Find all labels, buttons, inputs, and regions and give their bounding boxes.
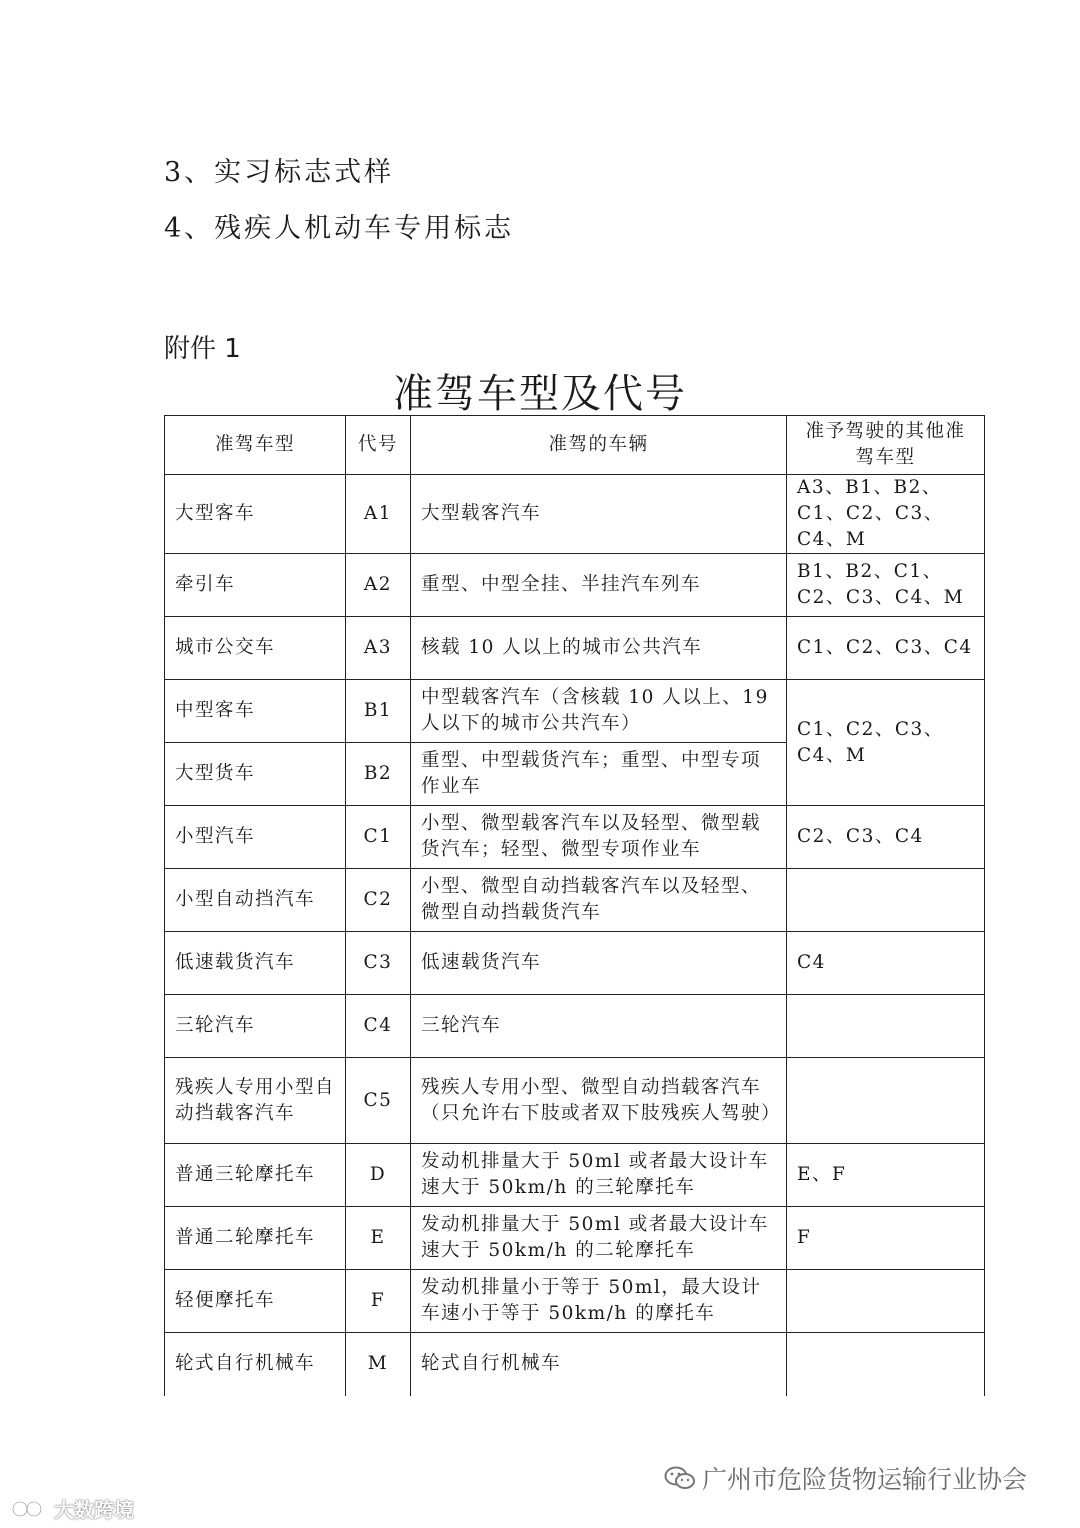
watermark-text: 大数跨境 [54,1498,134,1522]
cell-other: C1、C2、C3、C4、M [787,680,985,806]
cell-type: 低速载货汽车 [165,932,346,995]
table-row [165,1058,985,1144]
cell-type: 中型客车 [165,680,346,743]
cell-code: B2 [346,743,411,806]
table-row [165,806,985,869]
wechat-account-name: 广州市危险货物运输行业协会 [702,1465,1028,1494]
cell-type: 轮式自行机械车 [165,1333,346,1396]
cell-code: C4 [346,995,411,1058]
header-type: 准驾车型 [165,416,346,475]
table-row [165,995,985,1058]
attachment-label: 附件 1 [164,334,241,364]
watermark [10,1494,134,1523]
cell-vehicles: 中型载客汽车（含核载 10 人以上、19 人以下的城市公共汽车） [411,680,787,743]
table-row [165,554,985,617]
cell-vehicles: 低速载货汽车 [411,932,787,995]
table-row [165,1333,985,1396]
cell-type: 城市公交车 [165,617,346,680]
cell-code: M [346,1333,411,1396]
cell-type: 大型货车 [165,743,346,806]
cell-code: C5 [346,1058,411,1144]
cell-type: 普通三轮摩托车 [165,1144,346,1207]
cell-other [787,1270,985,1333]
cell-other: A3、B1、B2、C1、C2、C3、C4、M [787,475,985,554]
wechat-account [664,1460,1027,1496]
cell-type: 牵引车 [165,554,346,617]
table-row [165,680,985,743]
cell-type: 小型汽车 [165,806,346,869]
table-row [165,1144,985,1207]
header-vehicles: 准驾的车辆 [411,416,787,475]
table-row [165,869,985,932]
cell-other: C2、C3、C4 [787,806,985,869]
cell-type: 大型客车 [165,475,346,554]
cell-vehicles: 三轮汽车 [411,995,787,1058]
cell-type: 三轮汽车 [165,995,346,1058]
cell-other: C4 [787,932,985,995]
cell-other: F [787,1207,985,1270]
cell-other [787,995,985,1058]
cell-vehicles: 重型、中型全挂、半挂汽车列车 [411,554,787,617]
cell-vehicles: 发动机排量大于 50ml 或者最大设计车速大于 50km/h 的二轮摩托车 [411,1207,787,1270]
cell-type: 小型自动挡汽车 [165,869,346,932]
cell-type: 轻便摩托车 [165,1270,346,1333]
cell-type: 残疾人专用小型自动挡载客汽车 [165,1058,346,1144]
cell-vehicles: 发动机排量大于 50ml 或者最大设计车速大于 50km/h 的三轮摩托车 [411,1144,787,1207]
cell-other: E、F [787,1144,985,1207]
header-other: 准予驾驶的其他准驾车型 [787,416,985,475]
table-row [165,475,985,554]
table-row [165,617,985,680]
item-4: 4、残疾人机动车专用标志 [164,213,515,244]
cell-vehicles: 大型载客汽车 [411,475,787,554]
cell-type: 普通二轮摩托车 [165,1207,346,1270]
cell-vehicles: 小型、微型载客汽车以及轻型、微型载货汽车；轻型、微型专项作业车 [411,806,787,869]
cell-code: A3 [346,617,411,680]
cell-code: D [346,1144,411,1207]
cell-vehicles: 核载 10 人以上的城市公共汽车 [411,617,787,680]
cell-code: C3 [346,932,411,995]
cell-vehicles: 残疾人专用小型、微型自动挡载客汽车（只允许右下肢或者双下肢残疾人驾驶） [411,1058,787,1144]
wechat-icon [664,1465,696,1491]
table-header-row [165,416,985,475]
table-row [165,1270,985,1333]
cell-vehicles: 发动机排量小于等于 50ml，最大设计车速小于等于 50km/h 的摩托车 [411,1270,787,1333]
cell-code: C1 [346,806,411,869]
cell-other [787,1333,985,1396]
cell-code: F [346,1270,411,1333]
cell-vehicles: 小型、微型自动挡载客汽车以及轻型、微型自动挡载货汽车 [411,869,787,932]
cell-code: A1 [346,475,411,554]
item-3: 3、实习标志式样 [164,157,395,188]
cell-vehicles: 重型、中型载货汽车；重型、中型专项作业车 [411,743,787,806]
cell-other: B1、B2、C1、C2、C3、C4、M [787,554,985,617]
table-row [165,932,985,995]
cell-other [787,869,985,932]
page-title: 准驾车型及代号 [393,371,687,417]
cell-other [787,1058,985,1144]
cell-code: A2 [346,554,411,617]
cell-code: C2 [346,869,411,932]
license-class-table [164,415,985,1396]
cell-code: B1 [346,680,411,743]
header-code: 代号 [346,416,411,475]
watermark-logo-icon [10,1497,50,1521]
table-row [165,1207,985,1270]
cell-vehicles: 轮式自行机械车 [411,1333,787,1396]
cell-code: E [346,1207,411,1270]
cell-other: C1、C2、C3、C4 [787,617,985,680]
